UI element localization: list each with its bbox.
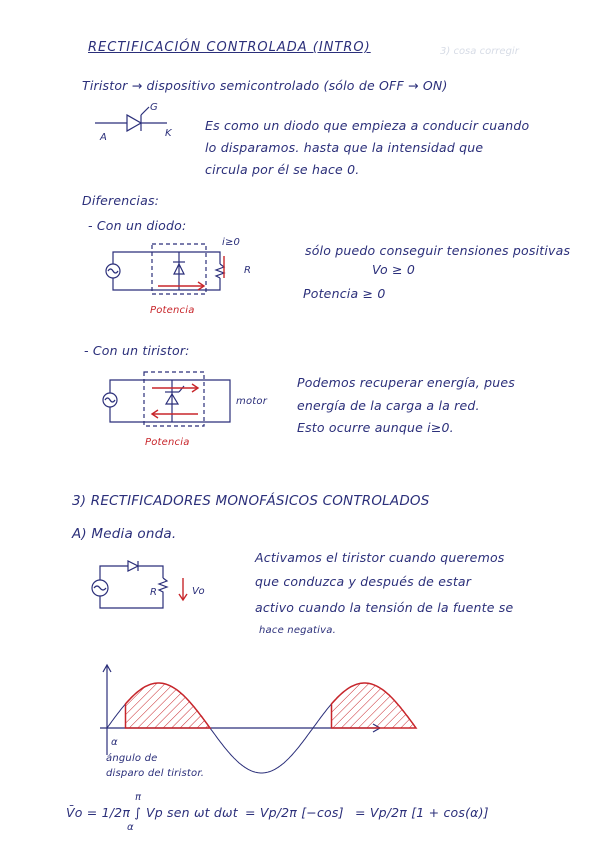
formula-upper-limit: π (135, 792, 142, 803)
diode-note-3: Potencia ≥ 0 (303, 286, 386, 301)
formula-lhs: V̄o = 1/2π ∫ (66, 805, 141, 820)
half-wave-vo-label: Vo (192, 586, 205, 597)
waveform-caption-2: disparo del tiristor. (106, 768, 205, 779)
half-wave-note-1: Activamos el tiristor cuando queremos (255, 550, 505, 565)
diode-case-label: - Con un diodo: (88, 218, 187, 233)
diode-note-1: sólo puedo conseguir tensiones positivas (305, 243, 571, 258)
output-pulse-1 (126, 683, 211, 728)
thyristor-definition: Tiristor → dispositivo semicontrolado (sólo de OFF → ON) (82, 78, 448, 93)
diode-note-2: Vo ≥ 0 (372, 262, 416, 277)
gate-label: G (150, 102, 158, 113)
description-line-3: circula por él se hace 0. (205, 162, 360, 177)
thyristor-power-label: Potencia (145, 437, 190, 448)
thyristor-note-2: energía de la carga a la red. (297, 398, 480, 413)
half-wave-circuit (88, 556, 228, 616)
page-title: RECTIFICACIÓN CONTROLADA (INTRO) (88, 40, 371, 55)
section-3-title: 3) RECTIFICADORES MONOFÁSICOS CONTROLADOS (72, 493, 430, 509)
half-wave-note-3: activo cuando la tensión de la fuente se (255, 600, 514, 615)
diode-current-label: i≥0 (222, 237, 241, 248)
bleed-through-text: 3) cosa corregir (440, 46, 519, 57)
anode-label: A (100, 132, 108, 143)
formula-integrand: Vp sen ωt dωt (146, 805, 238, 820)
description-line-1: Es como un diodo que empieza a conducir cuando (205, 118, 530, 133)
differences-heading: Diferencias: (82, 193, 160, 208)
diode-load-label: R (244, 265, 252, 276)
formula-step-3: = Vp/2π [1 + cos(α)] (355, 805, 489, 820)
formula-step-2: = Vp/2π [−cos] (245, 805, 344, 820)
formula-lower-limit: α (127, 822, 134, 833)
half-wave-load-label: R (150, 587, 158, 598)
waveform-caption-1: ángulo de (106, 753, 158, 764)
half-wave-note-4: hace negativa. (259, 625, 336, 636)
alpha-label: α (111, 737, 118, 748)
thyristor-note-3: Esto ocurre aunque i≥0. (297, 420, 454, 435)
output-pulse-2 (332, 683, 417, 728)
thyristor-note-1: Podemos recuperar energía, pues (297, 375, 515, 390)
half-wave-title: A) Media onda. (72, 526, 177, 542)
diode-power-label: Potencia (150, 305, 195, 316)
description-line-2: lo disparamos. hasta que la intensidad que (205, 140, 484, 155)
thyristor-case-label: - Con un tiristor: (84, 343, 190, 358)
thyristor-symbol (95, 105, 185, 145)
cathode-label: K (165, 128, 172, 139)
half-wave-note-2: que conduzca y después de estar (255, 574, 472, 589)
diode-circuit (100, 238, 260, 308)
thyristor-load-label: motor (236, 396, 268, 407)
waveform-plot (95, 660, 395, 760)
